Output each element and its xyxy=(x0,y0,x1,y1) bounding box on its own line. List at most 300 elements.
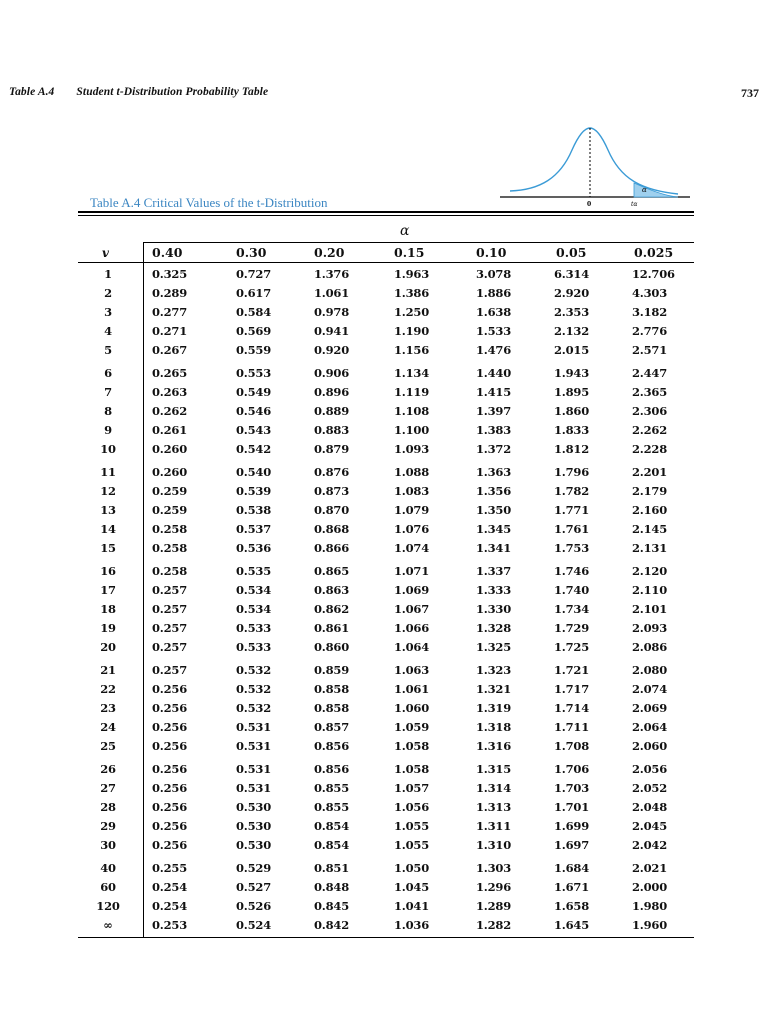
alpha-header: α xyxy=(400,223,410,239)
table-row xyxy=(78,899,694,918)
table-row xyxy=(78,720,694,739)
table-row xyxy=(78,404,694,423)
critical-value-cell: 0.253 xyxy=(152,918,188,932)
critical-value-cell: 0.524 xyxy=(236,918,272,932)
table-row xyxy=(78,781,694,800)
critical-value-cell: 1.963 xyxy=(394,267,430,281)
critical-value-cell: 2.000 xyxy=(632,880,668,894)
critical-value-cell: 1.156 xyxy=(394,343,430,357)
critical-value-cell: 0.277 xyxy=(152,305,188,319)
critical-value-cell: 0.866 xyxy=(314,541,350,555)
critical-value-cell: 0.256 xyxy=(152,800,188,814)
critical-value-cell: 0.536 xyxy=(236,541,272,555)
critical-value-cell: 1.812 xyxy=(554,442,590,456)
critical-value-cell: 0.920 xyxy=(314,343,350,357)
critical-value-cell: 0.259 xyxy=(152,484,188,498)
table-row xyxy=(78,602,694,621)
critical-value-cell: 0.532 xyxy=(236,682,272,696)
critical-value-cell: 0.531 xyxy=(236,781,272,795)
critical-value-cell: 2.447 xyxy=(632,366,668,380)
critical-value-cell: 1.036 xyxy=(394,918,430,932)
critical-value-cell: 2.060 xyxy=(632,739,668,753)
critical-value-cell: 1.067 xyxy=(394,602,430,616)
critical-value-cell: 0.256 xyxy=(152,701,188,715)
critical-value-cell: 1.671 xyxy=(554,880,590,894)
critical-value-cell: 1.190 xyxy=(394,324,430,338)
critical-value-cell: 1.746 xyxy=(554,564,590,578)
table-row xyxy=(78,621,694,640)
critical-value-cell: 2.110 xyxy=(632,583,668,597)
degrees-of-freedom-cell: 25 xyxy=(100,739,116,753)
critical-value-cell: 1.337 xyxy=(476,564,512,578)
degrees-of-freedom-cell: 23 xyxy=(100,701,116,715)
critical-value-cell: 1.440 xyxy=(476,366,512,380)
critical-value-cell: 2.145 xyxy=(632,522,668,536)
degrees-of-freedom-cell: 1 xyxy=(104,267,112,281)
critical-value-cell: 0.257 xyxy=(152,621,188,635)
critical-value-cell: 0.271 xyxy=(152,324,188,338)
critical-value-cell: 1.316 xyxy=(476,739,512,753)
critical-value-cell: 0.534 xyxy=(236,602,272,616)
critical-value-cell: 1.350 xyxy=(476,503,512,517)
table-row xyxy=(78,343,694,362)
degrees-of-freedom-cell: 10 xyxy=(100,442,116,456)
critical-value-cell: 1.833 xyxy=(554,423,590,437)
table-row xyxy=(78,541,694,560)
critical-value-cell: 2.045 xyxy=(632,819,668,833)
table-row xyxy=(78,522,694,541)
critical-value-cell: 1.886 xyxy=(476,286,512,300)
critical-value-cell: 1.055 xyxy=(394,819,430,833)
table-top-rule-thin xyxy=(78,215,694,216)
table-row xyxy=(78,385,694,404)
alpha-header-rule xyxy=(143,242,694,243)
critical-value-cell: 0.261 xyxy=(152,423,188,437)
critical-value-cell: 0.533 xyxy=(236,640,272,654)
nu-header: v xyxy=(102,246,109,260)
critical-value-cell: 0.260 xyxy=(152,442,188,456)
critical-value-cell: 1.319 xyxy=(476,701,512,715)
critical-value-cell: 0.543 xyxy=(236,423,272,437)
critical-value-cell: 0.534 xyxy=(236,583,272,597)
critical-value-cell: 1.055 xyxy=(394,838,430,852)
critical-value-cell: 2.353 xyxy=(554,305,590,319)
critical-value-cell: 1.076 xyxy=(394,522,430,536)
degrees-of-freedom-cell: 20 xyxy=(100,640,116,654)
critical-value-cell: 1.310 xyxy=(476,838,512,852)
critical-value-cell: 1.296 xyxy=(476,880,512,894)
critical-value-cell: 2.021 xyxy=(632,861,668,875)
critical-value-cell: 1.706 xyxy=(554,762,590,776)
critical-value-cell: 0.860 xyxy=(314,640,350,654)
critical-value-cell: 1.250 xyxy=(394,305,430,319)
column-header: 0.40 xyxy=(152,245,183,260)
degrees-of-freedom-cell: ∞ xyxy=(103,918,113,932)
degrees-of-freedom-cell: 8 xyxy=(104,404,112,418)
critical-value-cell: 2.052 xyxy=(632,781,668,795)
critical-value-cell: 3.078 xyxy=(476,267,512,281)
critical-value-cell: 0.532 xyxy=(236,701,272,715)
critical-value-cell: 2.120 xyxy=(632,564,668,578)
critical-value-cell: 0.267 xyxy=(152,343,188,357)
degrees-of-freedom-cell: 12 xyxy=(100,484,116,498)
critical-value-cell: 1.796 xyxy=(554,465,590,479)
table-top-rule xyxy=(78,211,694,213)
degrees-of-freedom-cell: 13 xyxy=(100,503,116,517)
critical-value-cell: 0.532 xyxy=(236,663,272,677)
critical-value-cell: 1.058 xyxy=(394,762,430,776)
critical-value-cell: 2.015 xyxy=(554,343,590,357)
degrees-of-freedom-cell: 16 xyxy=(100,564,116,578)
table-caption: Table A.4 Critical Values of the t-Distribution xyxy=(90,195,328,210)
table-row xyxy=(78,682,694,701)
critical-value-cell: 1.060 xyxy=(394,701,430,715)
critical-value-cell: 0.857 xyxy=(314,720,350,734)
critical-value-cell: 0.325 xyxy=(152,267,188,281)
critical-value-cell: 0.263 xyxy=(152,385,188,399)
degrees-of-freedom-cell: 17 xyxy=(100,583,116,597)
alpha-area-label: α xyxy=(642,186,647,194)
critical-value-cell: 1.050 xyxy=(394,861,430,875)
critical-value-cell: 2.571 xyxy=(632,343,668,357)
critical-value-cell: 1.083 xyxy=(394,484,430,498)
critical-value-cell: 1.100 xyxy=(394,423,430,437)
critical-value-cell: 1.708 xyxy=(554,739,590,753)
degrees-of-freedom-cell: 14 xyxy=(100,522,116,536)
critical-value-cell: 1.119 xyxy=(394,385,430,399)
column-header: 0.20 xyxy=(314,245,345,260)
critical-value-cell: 0.260 xyxy=(152,465,188,479)
degrees-of-freedom-cell: 28 xyxy=(100,800,116,814)
critical-value-cell: 0.727 xyxy=(236,267,272,281)
running-head xyxy=(9,86,759,106)
critical-value-cell: 0.526 xyxy=(236,899,272,913)
critical-value-cell: 0.530 xyxy=(236,838,272,852)
critical-value-cell: 2.179 xyxy=(632,484,668,498)
critical-value-cell: 0.258 xyxy=(152,522,188,536)
critical-value-cell: 2.093 xyxy=(632,621,668,635)
table-row xyxy=(78,880,694,899)
critical-value-cell: 1.315 xyxy=(476,762,512,776)
critical-value-cell: 1.341 xyxy=(476,541,512,555)
table-row xyxy=(78,762,694,781)
degrees-of-freedom-cell: 60 xyxy=(100,880,116,894)
table-row xyxy=(78,442,694,461)
critical-value-cell: 0.256 xyxy=(152,720,188,734)
critical-value-cell: 0.906 xyxy=(314,366,350,380)
critical-value-cell: 1.960 xyxy=(632,918,668,932)
critical-value-cell: 0.527 xyxy=(236,880,272,894)
critical-value-cell: 1.061 xyxy=(394,682,430,696)
zero-label: 0 xyxy=(587,201,592,208)
critical-value-cell: 0.856 xyxy=(314,739,350,753)
critical-value-cell: 0.539 xyxy=(236,484,272,498)
critical-value-cell: 2.306 xyxy=(632,404,668,418)
critical-value-cell: 0.896 xyxy=(314,385,350,399)
table-row xyxy=(78,286,694,305)
critical-value-cell: 0.851 xyxy=(314,861,350,875)
table-row xyxy=(78,640,694,659)
critical-value-cell: 0.879 xyxy=(314,442,350,456)
critical-value-cell: 0.863 xyxy=(314,583,350,597)
degrees-of-freedom-cell: 27 xyxy=(100,781,116,795)
critical-value-cell: 2.069 xyxy=(632,701,668,715)
critical-value-cell: 4.303 xyxy=(632,286,668,300)
critical-value-cell: 0.855 xyxy=(314,781,350,795)
critical-value-cell: 1.282 xyxy=(476,918,512,932)
critical-value-cell: 1.330 xyxy=(476,602,512,616)
critical-value-cell: 1.860 xyxy=(554,404,590,418)
critical-value-cell: 0.845 xyxy=(314,899,350,913)
degrees-of-freedom-cell: 22 xyxy=(100,682,116,696)
critical-value-cell: 0.530 xyxy=(236,819,272,833)
degrees-of-freedom-cell: 19 xyxy=(100,621,116,635)
critical-value-cell: 0.546 xyxy=(236,404,272,418)
degrees-of-freedom-cell: 29 xyxy=(100,819,116,833)
critical-value-cell: 0.941 xyxy=(314,324,350,338)
critical-value-cell: 2.101 xyxy=(632,602,668,616)
column-header: 0.10 xyxy=(476,245,507,260)
column-header: 0.025 xyxy=(634,245,674,260)
critical-value-cell: 2.365 xyxy=(632,385,668,399)
critical-value-cell: 1.697 xyxy=(554,838,590,852)
critical-value-cell: 1.321 xyxy=(476,682,512,696)
critical-value-cell: 0.257 xyxy=(152,640,188,654)
critical-value-cell: 0.854 xyxy=(314,838,350,852)
degrees-of-freedom-cell: 30 xyxy=(100,838,116,852)
critical-value-cell: 0.262 xyxy=(152,404,188,418)
critical-value-cell: 0.617 xyxy=(236,286,272,300)
critical-value-cell: 2.262 xyxy=(632,423,668,437)
critical-value-cell: 1.289 xyxy=(476,899,512,913)
critical-value-cell: 1.333 xyxy=(476,583,512,597)
critical-value-cell: 1.069 xyxy=(394,583,430,597)
critical-value-cell: 2.086 xyxy=(632,640,668,654)
table-row xyxy=(78,739,694,758)
table-row xyxy=(78,503,694,522)
critical-value-cell: 1.711 xyxy=(554,720,590,734)
column-header: 0.30 xyxy=(236,245,267,260)
critical-value-cell: 0.553 xyxy=(236,366,272,380)
table-row xyxy=(78,819,694,838)
critical-value-cell: 0.256 xyxy=(152,838,188,852)
critical-value-cell: 1.476 xyxy=(476,343,512,357)
critical-value-cell: 0.542 xyxy=(236,442,272,456)
critical-value-cell: 1.734 xyxy=(554,602,590,616)
critical-value-cell: 0.861 xyxy=(314,621,350,635)
critical-value-cell: 0.257 xyxy=(152,602,188,616)
critical-value-cell: 1.079 xyxy=(394,503,430,517)
critical-value-cell: 0.258 xyxy=(152,541,188,555)
critical-value-cell: 0.255 xyxy=(152,861,188,875)
critical-value-cell: 0.531 xyxy=(236,739,272,753)
critical-value-cell: 0.870 xyxy=(314,503,350,517)
critical-value-cell: 1.684 xyxy=(554,861,590,875)
critical-value-cell: 1.059 xyxy=(394,720,430,734)
critical-value-cell: 1.074 xyxy=(394,541,430,555)
critical-value-cell: 0.569 xyxy=(236,324,272,338)
critical-value-cell: 3.182 xyxy=(632,305,668,319)
critical-value-cell: 1.328 xyxy=(476,621,512,635)
critical-value-cell: 0.873 xyxy=(314,484,350,498)
critical-value-cell: 1.318 xyxy=(476,720,512,734)
critical-value-cell: 2.064 xyxy=(632,720,668,734)
critical-value-cell: 0.256 xyxy=(152,781,188,795)
critical-value-cell: 1.638 xyxy=(476,305,512,319)
critical-value-cell: 1.533 xyxy=(476,324,512,338)
critical-value-cell: 1.314 xyxy=(476,781,512,795)
critical-value-cell: 1.753 xyxy=(554,541,590,555)
critical-value-cell: 1.041 xyxy=(394,899,430,913)
critical-value-cell: 2.920 xyxy=(554,286,590,300)
critical-value-cell: 1.134 xyxy=(394,366,430,380)
degrees-of-freedom-cell: 15 xyxy=(100,541,116,555)
critical-value-cell: 1.066 xyxy=(394,621,430,635)
critical-value-cell: 2.201 xyxy=(632,465,668,479)
table-row xyxy=(78,305,694,324)
critical-value-cell: 6.314 xyxy=(554,267,590,281)
critical-value-cell: 1.701 xyxy=(554,800,590,814)
critical-value-cell: 1.313 xyxy=(476,800,512,814)
critical-value-cell: 0.533 xyxy=(236,621,272,635)
critical-value-cell: 0.862 xyxy=(314,602,350,616)
critical-value-cell: 1.056 xyxy=(394,800,430,814)
table-row xyxy=(78,918,694,937)
critical-value-cell: 0.883 xyxy=(314,423,350,437)
critical-value-cell: 0.531 xyxy=(236,762,272,776)
critical-value-cell: 0.289 xyxy=(152,286,188,300)
table-row xyxy=(78,583,694,602)
critical-value-cell: 0.584 xyxy=(236,305,272,319)
critical-value-cell: 1.057 xyxy=(394,781,430,795)
degrees-of-freedom-cell: 2 xyxy=(104,286,112,300)
table-row xyxy=(78,838,694,857)
table-row xyxy=(78,800,694,819)
critical-value-cell: 0.535 xyxy=(236,564,272,578)
critical-value-cell: 1.376 xyxy=(314,267,350,281)
critical-value-cell: 1.088 xyxy=(394,465,430,479)
critical-value-cell: 1.356 xyxy=(476,484,512,498)
critical-value-cell: 2.228 xyxy=(632,442,668,456)
critical-value-cell: 1.943 xyxy=(554,366,590,380)
critical-value-cell: 2.160 xyxy=(632,503,668,517)
critical-value-cell: 0.265 xyxy=(152,366,188,380)
critical-value-cell: 1.045 xyxy=(394,880,430,894)
critical-value-cell: 0.978 xyxy=(314,305,350,319)
critical-value-cell: 1.740 xyxy=(554,583,590,597)
critical-value-cell: 2.056 xyxy=(632,762,668,776)
critical-value-cell: 1.761 xyxy=(554,522,590,536)
critical-value-cell: 1.063 xyxy=(394,663,430,677)
critical-value-cell: 1.386 xyxy=(394,286,430,300)
critical-value-cell: 1.658 xyxy=(554,899,590,913)
critical-value-cell: 1.061 xyxy=(314,286,350,300)
critical-value-cell: 2.776 xyxy=(632,324,668,338)
degrees-of-freedom-cell: 120 xyxy=(96,899,120,913)
critical-value-cell: 0.559 xyxy=(236,343,272,357)
running-head-title xyxy=(9,86,268,98)
critical-value-cell: 0.537 xyxy=(236,522,272,536)
critical-value-cell: 12.706 xyxy=(632,267,675,281)
table-row xyxy=(78,267,694,286)
critical-value-cell: 0.540 xyxy=(236,465,272,479)
critical-value-cell: 0.256 xyxy=(152,819,188,833)
table-title: Student t-Distribution Probability Table xyxy=(76,86,269,98)
critical-value-cell: 1.323 xyxy=(476,663,512,677)
critical-value-cell: 1.980 xyxy=(632,899,668,913)
critical-value-cell: 1.717 xyxy=(554,682,590,696)
critical-value-cell: 1.782 xyxy=(554,484,590,498)
critical-value-cell: 2.132 xyxy=(554,324,590,338)
critical-value-cell: 0.256 xyxy=(152,739,188,753)
table-row xyxy=(78,663,694,682)
critical-value-cell: 0.531 xyxy=(236,720,272,734)
page-number: 737 xyxy=(741,86,759,100)
header-rule xyxy=(78,262,694,263)
critical-value-cell: 0.865 xyxy=(314,564,350,578)
critical-value-cell: 1.363 xyxy=(476,465,512,479)
degrees-of-freedom-cell: 9 xyxy=(104,423,112,437)
critical-value-cell: 0.549 xyxy=(236,385,272,399)
degrees-of-freedom-cell: 24 xyxy=(100,720,116,734)
degrees-of-freedom-cell: 26 xyxy=(100,762,116,776)
critical-value-cell: 0.256 xyxy=(152,762,188,776)
degrees-of-freedom-cell: 3 xyxy=(104,305,112,319)
table-row xyxy=(78,484,694,503)
table-bottom-rule xyxy=(78,937,694,938)
degrees-of-freedom-cell: 11 xyxy=(100,465,116,479)
column-header: 0.05 xyxy=(556,245,587,260)
critical-value-cell: 0.855 xyxy=(314,800,350,814)
critical-value-cell: 0.259 xyxy=(152,503,188,517)
critical-value-cell: 1.311 xyxy=(476,819,512,833)
critical-value-cell: 1.071 xyxy=(394,564,430,578)
critical-value-cell: 0.859 xyxy=(314,663,350,677)
critical-value-cell: 1.108 xyxy=(394,404,430,418)
table-row xyxy=(78,564,694,583)
critical-value-cell: 0.848 xyxy=(314,880,350,894)
critical-value-cell: 0.258 xyxy=(152,564,188,578)
critical-value-cell: 1.729 xyxy=(554,621,590,635)
table-row xyxy=(78,366,694,385)
column-header: 0.15 xyxy=(394,245,425,260)
critical-value-cell: 0.529 xyxy=(236,861,272,875)
critical-value-cell: 0.889 xyxy=(314,404,350,418)
critical-value-cell: 1.397 xyxy=(476,404,512,418)
degrees-of-freedom-cell: 4 xyxy=(104,324,112,338)
table-row xyxy=(78,861,694,880)
critical-value-cell: 0.530 xyxy=(236,800,272,814)
critical-value-cell: 0.858 xyxy=(314,682,350,696)
critical-value-cell: 2.042 xyxy=(632,838,668,852)
degrees-of-freedom-cell: 40 xyxy=(100,861,116,875)
degrees-of-freedom-cell: 21 xyxy=(100,663,116,677)
critical-value-cell: 0.868 xyxy=(314,522,350,536)
t-density-curve xyxy=(510,128,678,194)
critical-value-cell: 2.074 xyxy=(632,682,668,696)
table-row xyxy=(78,701,694,720)
degrees-of-freedom-cell: 18 xyxy=(100,602,116,616)
critical-value-cell: 0.858 xyxy=(314,701,350,715)
table-row xyxy=(78,423,694,442)
table-row xyxy=(78,465,694,484)
critical-value-cell: 0.256 xyxy=(152,682,188,696)
degrees-of-freedom-cell: 6 xyxy=(104,366,112,380)
critical-value-cell: 2.131 xyxy=(632,541,668,555)
critical-value-cell: 0.538 xyxy=(236,503,272,517)
critical-value-cell: 0.254 xyxy=(152,899,188,913)
critical-value-cell: 1.064 xyxy=(394,640,430,654)
